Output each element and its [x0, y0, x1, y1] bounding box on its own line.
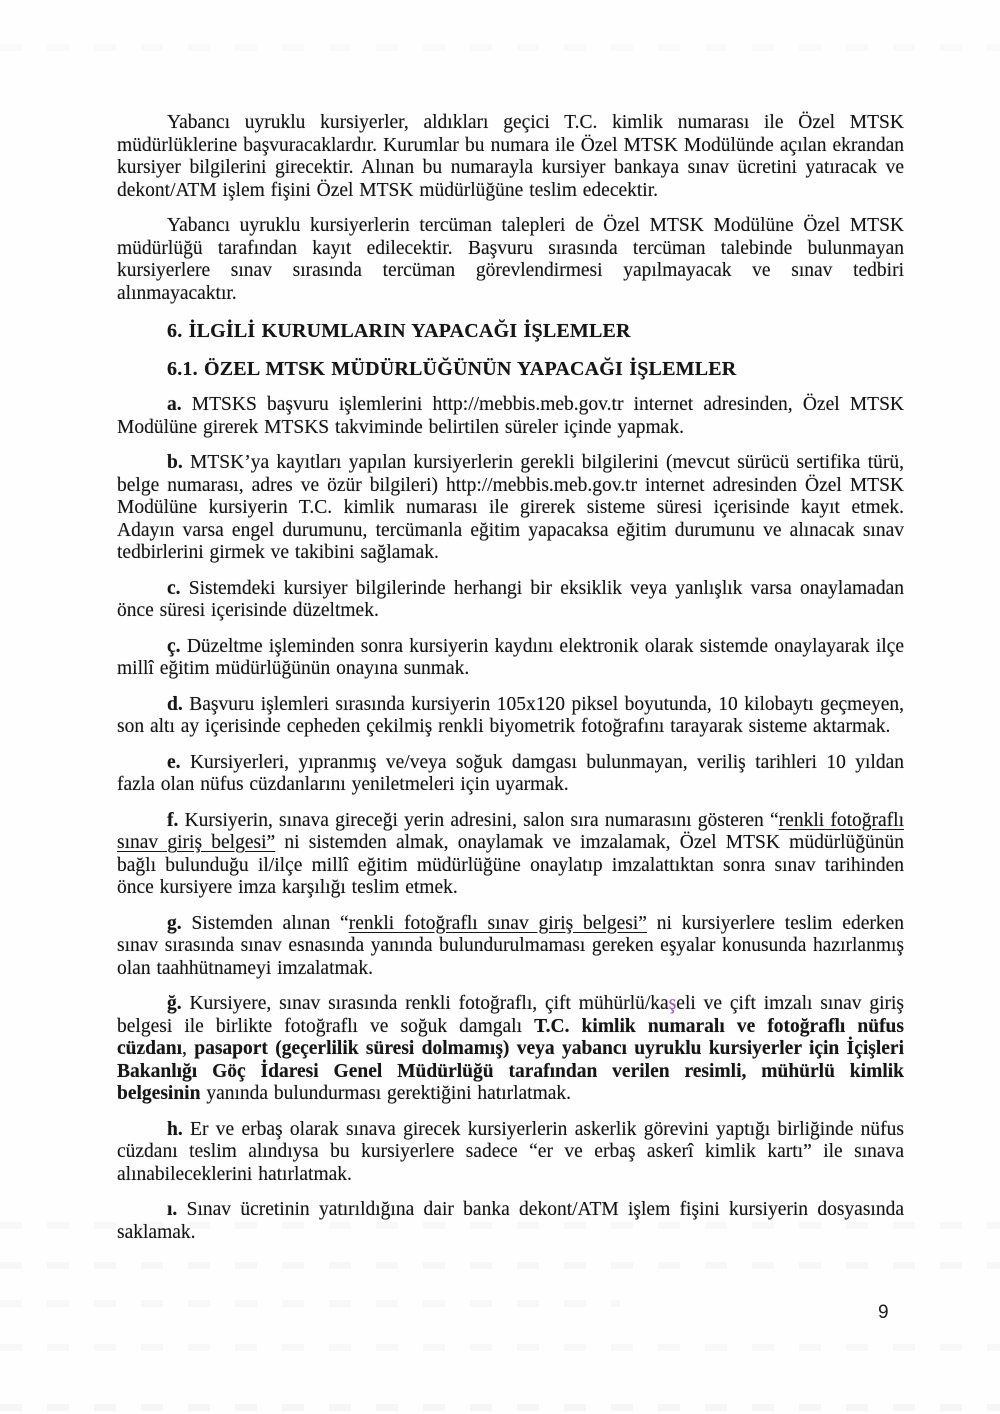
text-run: g. [167, 912, 182, 934]
text-run: 6. İLGİLİ KURUMLARIN YAPACAĞI İŞLEMLER [167, 320, 631, 342]
text-run: Sistemden alınan “ [181, 912, 349, 934]
scan-artifact [0, 1300, 620, 1307]
list-item-e [117, 752, 904, 797]
text-run: eli ve çift imzalı sınav giriş belgesi ile birlikte fotoğraflı ve soğuk damgalı [117, 993, 904, 1037]
text-run: renkli fotoğraflı sınav giriş belgesi” [117, 809, 905, 853]
scan-artifact [0, 1404, 1000, 1411]
list-item-c-cedilla [117, 636, 904, 681]
text-run: d. [167, 693, 183, 715]
text-run: Er ve erbaş olarak sınava girecek kursiyerlerin askerlik görevini yaptığı birliğinde nüfus cüzdanı teslim alındıysa bu kursiyerlere sadece “er ve erbaş askerî kimlik kartı” ile sınava alınabileceklerini hatırlatmak. [117, 1118, 904, 1185]
list-item-g-breve [117, 993, 904, 1106]
list-item-c [117, 578, 904, 623]
list-item-g [117, 913, 904, 981]
text-run: Yabancı uyruklu kursiyerler, aldıkları geçici T.C. kimlik numarası ile Özel MTSK müdürlüklerine başvuracaklardır. Kurumlar bu numara ile Özel MTSK Modülünde açılan ekrandan kursiyer bilgilerini girecektir. Alınan bu numarayla kursiyer bankaya sınav ücretini yatıracak ve dekont/ATM işlem fişini Özel MTSK müdürlüğüne teslim edecektir. [117, 112, 904, 201]
text-run: ğ. [167, 993, 182, 1014]
text-run: Sistemdeki kursiyer bilgilerinde herhangi bir eksiklik veya yanlışlık varsa onaylamadan önce süresi içerisinde düzeltmek. [117, 577, 904, 621]
text-run: f. [167, 809, 179, 831]
list-item-d [117, 694, 904, 739]
text-run: ni kursiyerlere teslim ederken sınav sırasında sınav esnasında yanında bulundurulmaması gereken eşyalar konusunda hazırlanmış olan taahhütnameyi imzalatmak. [117, 912, 904, 979]
text-run: pasaport (geçerlilik süresi dolmamış) veya yabancı uyruklu kursiyerler için İçişleri Bakanlığı Göç İdaresi Genel Müdürlüğü tarafından verilen resimli, mühürlü kimlik belgesinin [117, 1038, 905, 1104]
text-run: Başvuru işlemleri sırasında kursiyerin 105x120 piksel boyutunda, 10 kilobaytı geçmeyen, son altı ay içerisinde cepheden çekilmiş renkli biyometrik fotoğrafını tarayarak sisteme aktarmak. [117, 693, 904, 737]
text-run: e. [167, 751, 181, 773]
text-run: MTSKS başvuru işlemlerini http://mebbis.meb.gov.tr internet adresinden, Özel MTSK Modülüne girerek MTSKS takviminde belirtilen süreler içinde yapmak. [117, 394, 904, 438]
list-item-b [117, 452, 904, 565]
text-run: ı. [167, 1199, 178, 1220]
text-run: Kursiyerleri, yıpranmış ve/veya soğuk damgası bulunmayan, veriliş tarihleri 10 yıldan fazla olan nüfus cüzdanlarını yeniletmeleri için uyarmak. [117, 751, 904, 795]
text-run: Yabancı uyruklu kursiyerlerin tercüman talepleri de Özel MTSK Modülüne Özel MTSK müdürlüğü tarafından kayıt edilecektir. Başvuru sırasında tercüman talebinde bulunmayan kursiyerlere sınav sırasında tercüman görevlendirmesi yapılmayacak ve sınav tedbiri alınmayacaktır. [117, 215, 904, 304]
paragraph-translator-requests [117, 215, 904, 305]
text-run: renkli fotoğraflı sınav giriş belgesi” [348, 912, 647, 934]
scan-artifact [0, 1344, 1000, 1351]
scan-artifact [0, 44, 1000, 51]
list-item-f [117, 810, 904, 900]
text-run: T.C. kimlik numaralı ve fotoğraflı nüfus cüzdanı [117, 1015, 904, 1059]
text-run: , [182, 1038, 195, 1059]
text-run: 6.1. ÖZEL MTSK MÜDÜRLÜĞÜNÜN YAPACAĞI İŞLEMLER [167, 357, 737, 380]
text-run: Kursiyere, sınav sırasında renkli fotoğraflı, çift mühürlü/ka [181, 993, 669, 1014]
text-run: h. [167, 1118, 183, 1140]
scan-artifact [0, 1262, 1000, 1269]
document-content [117, 112, 904, 1257]
text-run: Sınav ücretinin yatırıldığına dair banka dekont/ATM işlem fişini kursiyerin dosyasında saklamak. [117, 1199, 904, 1243]
list-item-i-dotless [117, 1199, 904, 1244]
heading-section-6-1 [117, 358, 904, 381]
heading-section-6 [117, 320, 904, 343]
page-number: 9 [878, 1302, 889, 1323]
text-run: Kursiyerin, sınava gireceği yerin adresini, salon sıra numarasını gösteren “ [178, 809, 779, 831]
text-run: MTSK’ya kayıtları yapılan kursiyerlerin gerekli bilgilerini (mevcut sürücü sertifika türü, belge numarası, adres ve özür bilgileri) http://mebbis.meb.gov.tr internet adresinden Özel MTSK Modülüne kursiyerin T.C. kimlik numarası ile girerek sisteme süresi içerisinde kayıt etmek. Adayın varsa engel durumunu, tercümanla eğitim yapacaksa eğitim durumunu ve alınacak sınav tedbirlerini girmek ve takibini sağlamak. [117, 452, 904, 563]
text-run: c. [167, 577, 181, 599]
text-run: yanında bulundurması gerektiğini hatırlatmak. [200, 1083, 572, 1104]
text-run: a. [167, 394, 182, 415]
text-run: Düzeltme işleminden sonra kursiyerin kaydını elektronik olarak sistemde onaylayarak ilçe millî eğitim müdürlüğünün onayına sunmak. [117, 635, 904, 679]
text-run: ni sistemden almak, onaylamak ve imzalamak, Özel MTSK müdürlüğünün bağlı bulunduğu il/ilçe millî eğitim müdürlüğüne onaylatıp imzalattıktan sonra sınav tarihinden önce kursiyere imza karşılığı teslim etmek. [117, 832, 904, 898]
text-run: ç. [167, 635, 181, 657]
list-item-h [117, 1119, 904, 1187]
text-run: ş [668, 993, 677, 1014]
list-item-a [117, 394, 904, 439]
paragraph-foreign-applicants [117, 112, 904, 202]
text-run: b. [167, 452, 183, 473]
